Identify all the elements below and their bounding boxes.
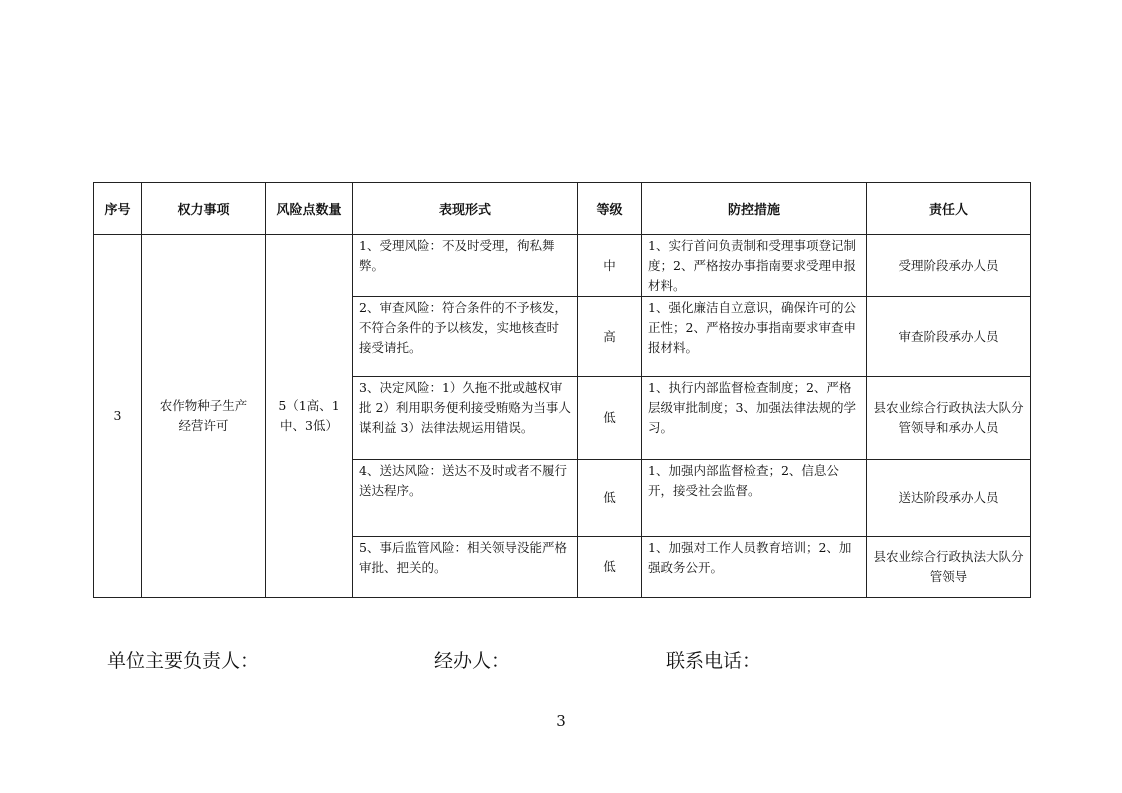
risk-form: 1、受理风险：不及时受理，徇私舞弊。 [353,235,578,297]
header-form: 表现形式 [353,183,578,235]
risk-measures: 1、加强对工作人员教育培训；2、加强政务公开。 [642,537,867,598]
risk-owner: 县农业综合行政执法大队分管领导 [867,537,1031,598]
table-row [94,235,1031,297]
record-risk-count: 5（1高、1中、3低） [266,235,353,598]
risk-owner: 受理阶段承办人员 [867,235,1031,297]
risk-owner: 送达阶段承办人员 [867,460,1031,537]
risk-level: 高 [578,297,642,377]
record-index: 3 [94,235,142,598]
risk-measures: 1、加强内部监督检查；2、信息公开，接受社会监督。 [642,460,867,537]
header-power-item: 权力事项 [142,183,266,235]
record-power-item: 农作物种子生产经营许可 [142,235,266,598]
risk-table [93,182,1031,598]
risk-form: 2、审查风险：符合条件的不予核发，不符合条件的予以核发，实地核查时接受请托。 [353,297,578,377]
risk-form: 5、事后监管风险：相关领导没能严格审批、把关的。 [353,537,578,598]
page-number: 3 [556,712,566,730]
risk-level: 中 [578,235,642,297]
risk-form: 3、决定风险：1）久拖不批或越权审批 2）利用职务便利接受贿赂为当事人谋利益 3）法律法规运用错误。 [353,377,578,460]
unit-head-label: 单位主要负责人： [107,650,260,672]
handler-label: 经办人： [434,650,511,672]
table-header-row [94,183,1031,235]
header-owner: 责任人 [867,183,1031,235]
risk-measures: 1、强化廉洁自立意识，确保许可的公正性；2、严格按办事指南要求审查申报材料。 [642,297,867,377]
header-index: 序号 [94,183,142,235]
header-level: 等级 [578,183,642,235]
risk-owner: 县农业综合行政执法大队分管领导和承办人员 [867,377,1031,460]
phone-label: 联系电话： [666,650,762,672]
risk-measures: 1、实行首问负责制和受理事项登记制度；2、严格按办事指南要求受理申报材料。 [642,235,867,297]
header-risk-count: 风险点数量 [266,183,353,235]
header-measures: 防控措施 [642,183,867,235]
risk-owner: 审查阶段承办人员 [867,297,1031,377]
risk-form: 4、送达风险：送达不及时或者不履行送达程序。 [353,460,578,537]
risk-level: 低 [578,460,642,537]
risk-level: 低 [578,377,642,460]
risk-level: 低 [578,537,642,598]
risk-measures: 1、执行内部监督检查制度；2、严格层级审批制度；3、加强法律法规的学习。 [642,377,867,460]
